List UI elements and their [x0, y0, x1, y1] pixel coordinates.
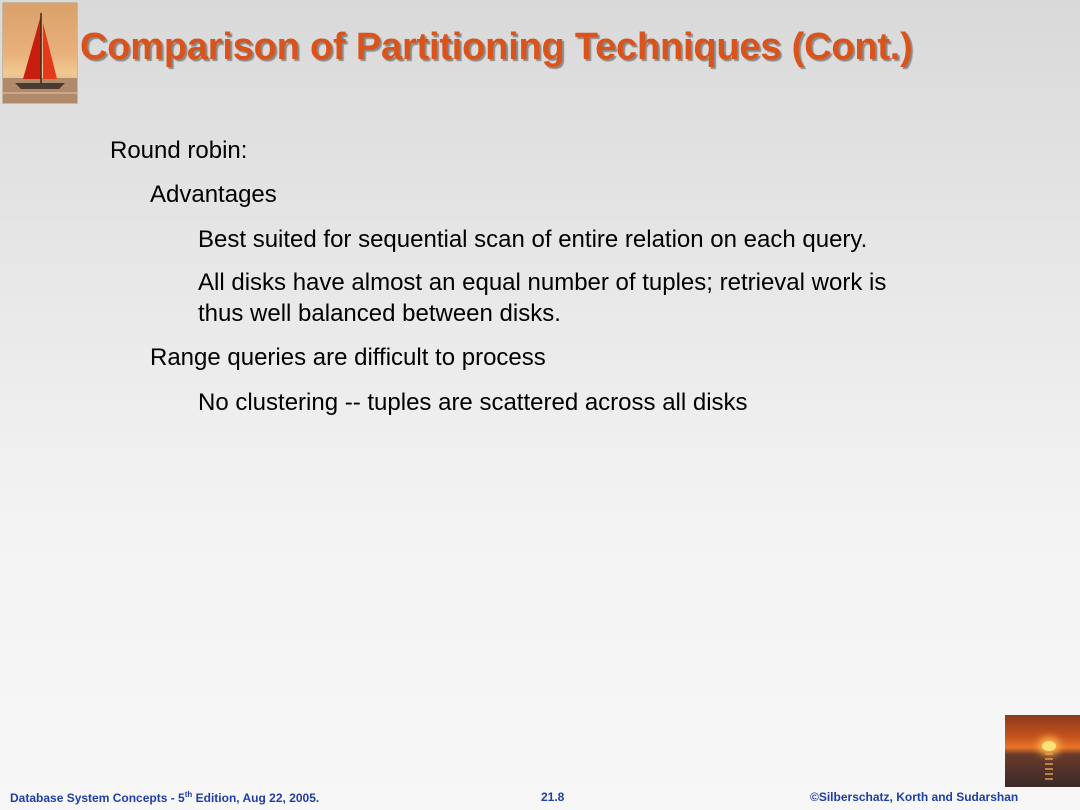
bullet-range-queries: Range queries are difficult to process: [150, 344, 546, 371]
bullet-no-clustering: No clustering -- tuples are scattered across all disks: [198, 389, 748, 416]
footer-copyright: ©Silberschatz, Korth and Sudarshan: [810, 790, 1019, 804]
sailboat-logo-icon: [2, 2, 78, 104]
bullet-round-robin: Round robin:: [110, 137, 248, 164]
bullet-sequential-scan: Best suited for sequential scan of entire relation on each query.: [198, 226, 868, 253]
bullet-advantages: Advantages: [150, 181, 277, 208]
footer-left: Database System Concepts - 5th Edition, Aug 22, 2005.: [10, 790, 320, 805]
sunset-image-icon: [1005, 715, 1080, 787]
bullet-equal-tuples: All disks have almost an equal number of tuples; retrieval work is: [198, 269, 887, 296]
bullet-equal-tuples-cont: thus well balanced between disks.: [198, 300, 561, 327]
footer-page-number: 21.8: [541, 790, 565, 804]
slide-title: Comparison of Partitioning Techniques (Cont.): [80, 26, 913, 68]
